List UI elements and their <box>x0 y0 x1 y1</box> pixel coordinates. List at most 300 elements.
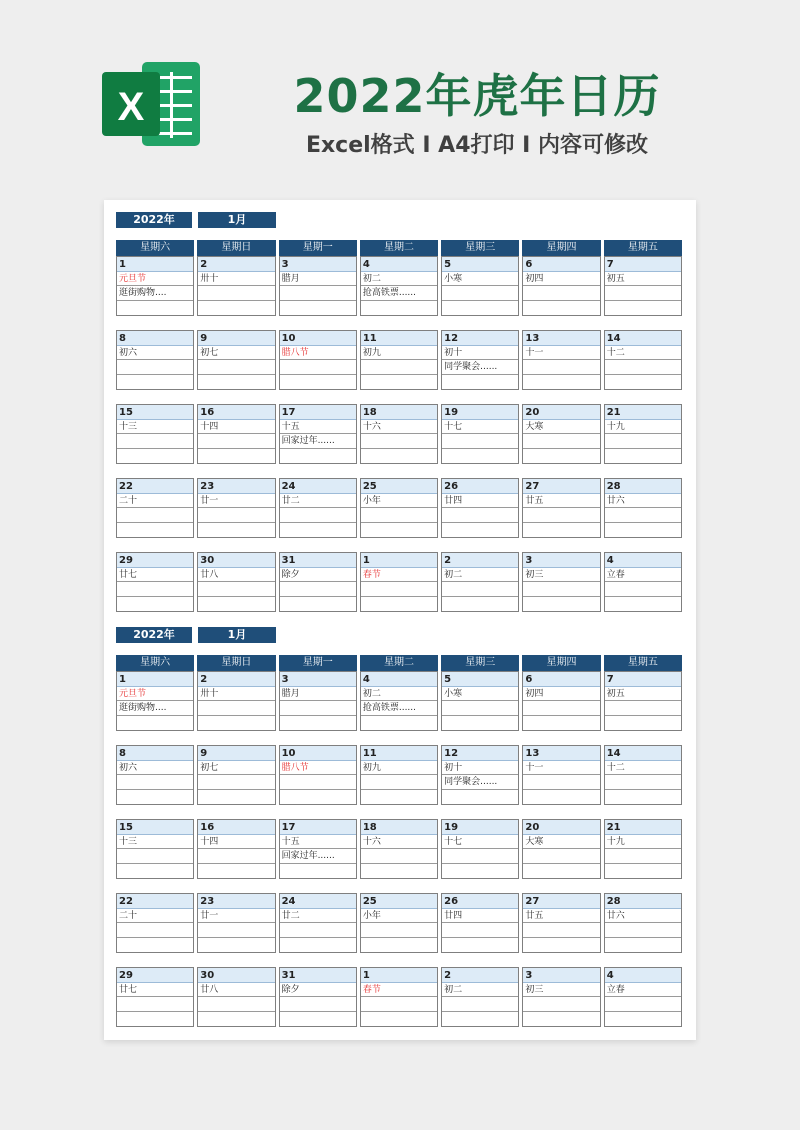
day-cell[interactable] <box>441 404 519 464</box>
day-number: 20 <box>523 820 599 835</box>
day-number: 2 <box>198 672 274 687</box>
day-blank-line[interactable] <box>280 523 356 537</box>
lunar-date: 初十 <box>442 761 518 775</box>
day-note[interactable] <box>523 508 599 522</box>
day-note[interactable]: 回家过年...... <box>280 849 356 863</box>
day-note[interactable]: 同学聚会...... <box>442 775 518 789</box>
day-note[interactable] <box>523 923 599 937</box>
day-blank-line[interactable] <box>523 716 599 730</box>
day-note[interactable] <box>280 508 356 522</box>
day-blank-line[interactable] <box>117 523 193 537</box>
day-cell[interactable] <box>116 478 194 538</box>
lunar-date: 廿五 <box>523 909 599 923</box>
day-number: 13 <box>523 331 599 346</box>
day-number: 15 <box>117 405 193 420</box>
day-cell[interactable] <box>604 671 682 731</box>
day-note[interactable] <box>605 849 681 863</box>
day-number: 3 <box>280 257 356 272</box>
day-note[interactable] <box>361 508 437 522</box>
holiday-label: 春节 <box>361 983 437 997</box>
day-note[interactable] <box>605 508 681 522</box>
day-number: 5 <box>442 257 518 272</box>
day-note[interactable] <box>117 997 193 1011</box>
day-cell[interactable] <box>522 745 600 805</box>
day-cell[interactable] <box>116 967 194 1027</box>
weekday-header-row <box>116 240 682 256</box>
day-number: 12 <box>442 331 518 346</box>
day-cell[interactable] <box>360 745 438 805</box>
lunar-date: 二十 <box>117 909 193 923</box>
day-note[interactable] <box>442 434 518 448</box>
day-blank-line[interactable] <box>442 716 518 730</box>
day-blank-line[interactable] <box>361 716 437 730</box>
lunar-date: 十四 <box>198 835 274 849</box>
holiday-label: 元旦节 <box>117 687 193 701</box>
day-number: 20 <box>523 405 599 420</box>
day-blank-line[interactable] <box>442 301 518 315</box>
lunar-date: 初九 <box>361 346 437 360</box>
day-blank-line[interactable] <box>361 938 437 952</box>
day-note[interactable] <box>442 923 518 937</box>
day-blank-line[interactable] <box>442 375 518 389</box>
lunar-date: 十三 <box>117 835 193 849</box>
day-note[interactable] <box>523 360 599 374</box>
day-number: 14 <box>605 746 681 761</box>
day-note[interactable] <box>605 286 681 300</box>
holiday-label: 腊八节 <box>280 346 356 360</box>
day-cell[interactable] <box>441 819 519 879</box>
day-number: 1 <box>117 257 193 272</box>
calendar-header <box>116 627 682 643</box>
day-note[interactable] <box>198 997 274 1011</box>
day-note[interactable] <box>442 701 518 715</box>
lunar-date: 十四 <box>198 420 274 434</box>
day-note[interactable]: 逛街购物.... <box>117 286 193 300</box>
day-cell[interactable] <box>441 745 519 805</box>
day-blank-line[interactable] <box>280 301 356 315</box>
day-note[interactable] <box>280 360 356 374</box>
day-note[interactable] <box>523 775 599 789</box>
day-note[interactable] <box>605 775 681 789</box>
day-blank-line[interactable] <box>442 523 518 537</box>
day-cell[interactable] <box>604 256 682 316</box>
day-cell[interactable] <box>604 478 682 538</box>
day-cell[interactable] <box>360 967 438 1027</box>
day-number: 13 <box>523 746 599 761</box>
lunar-date: 大寒 <box>523 835 599 849</box>
day-cell[interactable] <box>197 478 275 538</box>
day-note[interactable] <box>442 286 518 300</box>
day-note[interactable] <box>523 286 599 300</box>
day-cell[interactable] <box>360 478 438 538</box>
day-cell[interactable] <box>279 552 357 612</box>
day-number: 8 <box>117 746 193 761</box>
day-blank-line[interactable] <box>198 938 274 952</box>
day-blank-line[interactable] <box>280 938 356 952</box>
day-note[interactable] <box>361 849 437 863</box>
lunar-date: 廿四 <box>442 494 518 508</box>
day-cell[interactable] <box>116 256 194 316</box>
day-cell[interactable] <box>441 478 519 538</box>
day-blank-line[interactable] <box>442 449 518 463</box>
day-note[interactable] <box>605 923 681 937</box>
svg-text:X: X <box>117 85 145 129</box>
day-note[interactable] <box>361 923 437 937</box>
weekday-label: 星期五 <box>604 240 682 256</box>
day-cell[interactable] <box>279 671 357 731</box>
day-cell[interactable] <box>360 330 438 390</box>
day-note[interactable] <box>605 997 681 1011</box>
day-blank-line[interactable] <box>198 375 274 389</box>
day-number: 1 <box>361 553 437 568</box>
day-note[interactable] <box>280 923 356 937</box>
day-note[interactable] <box>523 849 599 863</box>
day-note[interactable] <box>198 360 274 374</box>
day-blank-line[interactable] <box>117 938 193 952</box>
lunar-date: 十九 <box>605 835 681 849</box>
day-note[interactable] <box>280 997 356 1011</box>
day-blank-line[interactable] <box>523 1012 599 1026</box>
day-note[interactable] <box>117 508 193 522</box>
day-blank-line[interactable] <box>280 790 356 804</box>
day-cell[interactable] <box>522 330 600 390</box>
day-blank-line[interactable] <box>198 449 274 463</box>
day-blank-line[interactable] <box>361 523 437 537</box>
day-note[interactable] <box>361 360 437 374</box>
lunar-date: 腊月 <box>280 687 356 701</box>
day-blank-line[interactable] <box>198 1012 274 1026</box>
day-cell[interactable] <box>522 256 600 316</box>
day-blank-line[interactable] <box>117 301 193 315</box>
day-cell[interactable] <box>360 256 438 316</box>
day-blank-line[interactable] <box>523 864 599 878</box>
day-number: 2 <box>198 257 274 272</box>
day-blank-line[interactable] <box>198 523 274 537</box>
day-note[interactable]: 抢高铁票...... <box>361 286 437 300</box>
lunar-date: 廿四 <box>442 909 518 923</box>
day-blank-line[interactable] <box>361 790 437 804</box>
day-note[interactable]: 同学聚会...... <box>442 360 518 374</box>
day-cell[interactable] <box>522 893 600 953</box>
day-note[interactable] <box>361 582 437 596</box>
weekday-label: 星期六 <box>116 240 194 256</box>
day-blank-line[interactable] <box>523 449 599 463</box>
day-note[interactable] <box>198 923 274 937</box>
month-label: 1月 <box>198 627 276 643</box>
lunar-date: 初九 <box>361 761 437 775</box>
day-cell[interactable] <box>197 552 275 612</box>
day-note[interactable] <box>523 434 599 448</box>
day-note[interactable]: 回家过年...... <box>280 434 356 448</box>
weekday-header-row <box>116 655 682 671</box>
day-blank-line[interactable] <box>605 375 681 389</box>
lunar-date: 立春 <box>605 983 681 997</box>
day-number: 27 <box>523 479 599 494</box>
day-blank-line[interactable] <box>361 1012 437 1026</box>
lunar-date: 廿二 <box>280 909 356 923</box>
day-note[interactable] <box>361 775 437 789</box>
day-blank-line[interactable] <box>605 301 681 315</box>
lunar-date: 初二 <box>361 272 437 286</box>
day-blank-line[interactable] <box>442 1012 518 1026</box>
lunar-date: 初五 <box>605 687 681 701</box>
day-blank-line[interactable] <box>280 1012 356 1026</box>
day-cell[interactable] <box>279 330 357 390</box>
day-note[interactable] <box>117 849 193 863</box>
lunar-date: 初六 <box>117 346 193 360</box>
lunar-date: 十一 <box>523 346 599 360</box>
day-note[interactable]: 抢高铁票...... <box>361 701 437 715</box>
day-blank-line[interactable] <box>605 597 681 611</box>
day-note[interactable] <box>605 701 681 715</box>
day-blank-line[interactable] <box>605 938 681 952</box>
day-blank-line[interactable] <box>605 864 681 878</box>
day-cell[interactable] <box>441 330 519 390</box>
day-cell[interactable] <box>279 893 357 953</box>
day-note[interactable] <box>198 701 274 715</box>
day-cell[interactable] <box>522 967 600 1027</box>
day-cell[interactable] <box>522 671 600 731</box>
day-blank-line[interactable] <box>442 864 518 878</box>
day-cell[interactable] <box>116 330 194 390</box>
day-blank-line[interactable] <box>198 597 274 611</box>
day-blank-line[interactable] <box>523 597 599 611</box>
week-row <box>116 404 682 464</box>
day-cell[interactable] <box>116 893 194 953</box>
day-cell[interactable] <box>604 330 682 390</box>
day-blank-line[interactable] <box>523 523 599 537</box>
day-cell[interactable] <box>197 819 275 879</box>
day-cell[interactable] <box>441 256 519 316</box>
day-cell[interactable] <box>116 671 194 731</box>
day-number: 25 <box>361 479 437 494</box>
day-blank-line[interactable] <box>117 790 193 804</box>
day-note[interactable] <box>198 286 274 300</box>
day-note[interactable] <box>523 997 599 1011</box>
day-blank-line[interactable] <box>361 597 437 611</box>
day-blank-line[interactable] <box>523 375 599 389</box>
day-blank-line[interactable] <box>361 864 437 878</box>
day-note[interactable] <box>442 582 518 596</box>
day-blank-line[interactable] <box>442 938 518 952</box>
day-note[interactable] <box>605 360 681 374</box>
day-blank-line[interactable] <box>523 790 599 804</box>
day-blank-line[interactable] <box>605 790 681 804</box>
month-calendar <box>116 212 682 612</box>
day-note[interactable] <box>117 360 193 374</box>
weekday-label: 星期日 <box>197 240 275 256</box>
lunar-date: 初十 <box>442 346 518 360</box>
day-cell[interactable] <box>197 893 275 953</box>
lunar-date: 廿六 <box>605 909 681 923</box>
lunar-date: 初七 <box>198 346 274 360</box>
day-cell[interactable] <box>604 893 682 953</box>
day-cell[interactable] <box>279 256 357 316</box>
day-note[interactable] <box>117 775 193 789</box>
day-note[interactable] <box>117 434 193 448</box>
day-cell[interactable] <box>360 404 438 464</box>
day-cell[interactable] <box>116 404 194 464</box>
day-note[interactable] <box>605 582 681 596</box>
lunar-date: 小年 <box>361 494 437 508</box>
lunar-date: 十七 <box>442 420 518 434</box>
day-note[interactable] <box>442 508 518 522</box>
day-blank-line[interactable] <box>361 449 437 463</box>
day-blank-line[interactable] <box>523 301 599 315</box>
weekday-label: 星期三 <box>441 655 519 671</box>
day-note[interactable] <box>605 434 681 448</box>
day-note[interactable] <box>280 286 356 300</box>
day-number: 31 <box>280 968 356 983</box>
day-blank-line[interactable] <box>280 449 356 463</box>
day-blank-line[interactable] <box>442 597 518 611</box>
day-note[interactable] <box>361 997 437 1011</box>
day-blank-line[interactable] <box>361 375 437 389</box>
day-cell[interactable] <box>197 330 275 390</box>
day-cell[interactable] <box>360 552 438 612</box>
day-number: 12 <box>442 746 518 761</box>
day-blank-line[interactable] <box>117 1012 193 1026</box>
day-number: 19 <box>442 820 518 835</box>
day-cell[interactable] <box>441 671 519 731</box>
day-blank-line[interactable] <box>280 597 356 611</box>
excel-logo-icon <box>102 58 204 150</box>
lunar-date: 十五 <box>280 420 356 434</box>
day-note[interactable]: 逛街购物.... <box>117 701 193 715</box>
day-note[interactable] <box>280 582 356 596</box>
day-blank-line[interactable] <box>605 716 681 730</box>
week-row <box>116 330 682 390</box>
day-blank-line[interactable] <box>523 938 599 952</box>
day-note[interactable] <box>442 997 518 1011</box>
week-row <box>116 819 682 879</box>
lunar-date: 大寒 <box>523 420 599 434</box>
day-blank-line[interactable] <box>198 790 274 804</box>
day-number: 18 <box>361 820 437 835</box>
day-cell[interactable] <box>116 819 194 879</box>
day-number: 17 <box>280 820 356 835</box>
day-number: 15 <box>117 820 193 835</box>
day-cell[interactable] <box>360 819 438 879</box>
day-blank-line[interactable] <box>117 375 193 389</box>
day-note[interactable] <box>117 582 193 596</box>
lunar-date: 十六 <box>361 420 437 434</box>
day-note[interactable] <box>361 434 437 448</box>
day-blank-line[interactable] <box>198 301 274 315</box>
lunar-date: 廿八 <box>198 983 274 997</box>
lunar-date: 立春 <box>605 568 681 582</box>
day-blank-line[interactable] <box>117 864 193 878</box>
lunar-date: 十二 <box>605 346 681 360</box>
day-number: 14 <box>605 331 681 346</box>
day-blank-line[interactable] <box>198 864 274 878</box>
day-cell[interactable] <box>604 404 682 464</box>
week-row <box>116 478 682 538</box>
lunar-date: 廿一 <box>198 494 274 508</box>
day-number: 23 <box>198 479 274 494</box>
day-cell[interactable] <box>522 404 600 464</box>
day-cell[interactable] <box>441 893 519 953</box>
day-blank-line[interactable] <box>117 716 193 730</box>
lunar-date: 二十 <box>117 494 193 508</box>
day-blank-line[interactable] <box>117 597 193 611</box>
day-number: 2 <box>442 553 518 568</box>
day-cell[interactable] <box>604 745 682 805</box>
day-cell[interactable] <box>522 478 600 538</box>
day-cell[interactable] <box>604 967 682 1027</box>
day-number: 4 <box>605 553 681 568</box>
day-note[interactable] <box>198 849 274 863</box>
day-blank-line[interactable] <box>280 375 356 389</box>
day-cell[interactable] <box>279 745 357 805</box>
day-cell[interactable] <box>279 404 357 464</box>
day-note[interactable] <box>523 582 599 596</box>
day-cell[interactable] <box>441 967 519 1027</box>
day-cell[interactable] <box>360 671 438 731</box>
day-cell[interactable] <box>441 552 519 612</box>
day-note[interactable] <box>198 775 274 789</box>
day-cell[interactable] <box>116 745 194 805</box>
day-cell[interactable] <box>522 552 600 612</box>
day-number: 23 <box>198 894 274 909</box>
day-blank-line[interactable] <box>280 864 356 878</box>
day-cell[interactable] <box>604 819 682 879</box>
lunar-date: 除夕 <box>280 568 356 582</box>
day-note[interactable] <box>442 849 518 863</box>
day-note[interactable] <box>198 508 274 522</box>
lunar-date: 初六 <box>117 761 193 775</box>
weekday-label: 星期二 <box>360 240 438 256</box>
day-number: 7 <box>605 672 681 687</box>
lunar-date: 廿八 <box>198 568 274 582</box>
day-number: 17 <box>280 405 356 420</box>
day-note[interactable] <box>198 434 274 448</box>
day-cell[interactable] <box>522 819 600 879</box>
day-number: 21 <box>605 820 681 835</box>
day-cell[interactable] <box>360 893 438 953</box>
day-cell[interactable] <box>279 478 357 538</box>
day-blank-line[interactable] <box>605 449 681 463</box>
day-blank-line[interactable] <box>605 523 681 537</box>
day-cell[interactable] <box>197 671 275 731</box>
day-blank-line[interactable] <box>117 449 193 463</box>
day-note[interactable] <box>523 701 599 715</box>
lunar-date: 廿二 <box>280 494 356 508</box>
day-blank-line[interactable] <box>605 1012 681 1026</box>
day-blank-line[interactable] <box>442 790 518 804</box>
weekday-label: 星期六 <box>116 655 194 671</box>
week-row <box>116 967 682 1027</box>
day-note[interactable] <box>117 923 193 937</box>
day-cell[interactable] <box>279 967 357 1027</box>
day-blank-line[interactable] <box>280 716 356 730</box>
holiday-label: 春节 <box>361 568 437 582</box>
day-cell[interactable] <box>197 745 275 805</box>
day-note[interactable] <box>280 701 356 715</box>
lunar-date: 十六 <box>361 835 437 849</box>
day-blank-line[interactable] <box>361 301 437 315</box>
day-cell[interactable] <box>197 967 275 1027</box>
day-note[interactable] <box>198 582 274 596</box>
day-blank-line[interactable] <box>198 716 274 730</box>
page-subtitle: Excel格式 I A4打印 I 内容可修改 <box>305 133 649 158</box>
day-cell[interactable] <box>197 256 275 316</box>
day-cell[interactable] <box>604 552 682 612</box>
day-note[interactable] <box>280 775 356 789</box>
day-cell[interactable] <box>116 552 194 612</box>
day-cell[interactable] <box>279 819 357 879</box>
day-cell[interactable] <box>197 404 275 464</box>
